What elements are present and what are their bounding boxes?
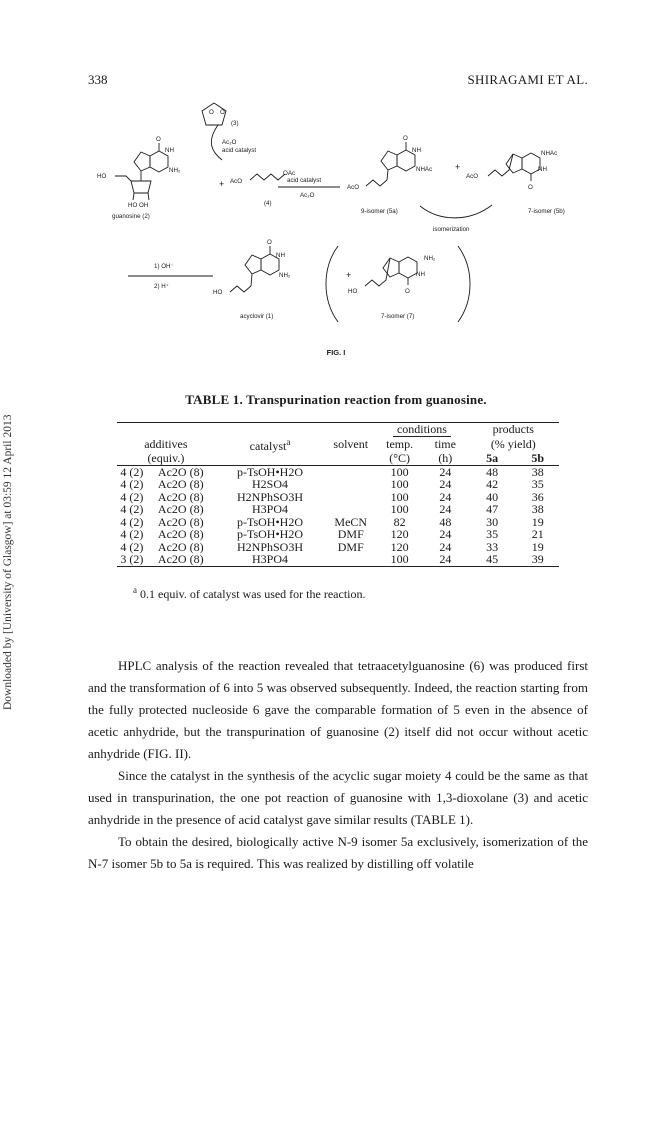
- table-cell: H2NPhSO3H: [236, 489, 303, 504]
- plus-sign-3: +: [346, 270, 352, 280]
- table-header-row-1: [117, 423, 559, 436]
- table-cell: 120: [390, 527, 409, 541]
- atom-oac: OAc: [283, 170, 296, 177]
- table-cell: 24: [439, 527, 452, 541]
- table-cell: 82: [393, 514, 406, 529]
- isomerization-arrow: [420, 205, 492, 218]
- table-cell: 4 (2): [120, 514, 144, 529]
- table-cell: H3PO4: [215, 553, 326, 566]
- table-cell: [325, 478, 376, 491]
- table-cell: 100: [376, 553, 423, 566]
- compound-2-label: guanosine (2): [112, 213, 150, 220]
- header-products: products: [492, 422, 534, 436]
- atom-nh-5a: NH: [412, 147, 421, 154]
- table-cell: DMF: [337, 539, 364, 554]
- table-row: [117, 503, 559, 516]
- atom-o-5a: O: [403, 135, 408, 142]
- table-cell: [325, 503, 376, 516]
- table-cell: p-TsOH•H2O: [236, 514, 304, 529]
- atom-o-7: O: [405, 288, 410, 295]
- table-cell: [325, 465, 376, 478]
- header-5b: 5b: [531, 451, 545, 465]
- guanosine-pyrimidine: [150, 151, 168, 172]
- arrow-top-label: acid catalyst: [287, 177, 322, 184]
- guanosine-ribose: [131, 181, 151, 193]
- atom-aco: AcO: [230, 178, 243, 185]
- table-cell: 24: [439, 477, 452, 491]
- figure-caption: FIG. I: [326, 348, 346, 357]
- curved-arrow-1: [211, 125, 222, 160]
- compound-1-label: acyclovir (1): [240, 313, 274, 320]
- table-cell: DMF: [337, 527, 364, 541]
- header-conditions: conditions: [393, 422, 451, 437]
- table-cell: 45: [468, 553, 517, 566]
- plus-sign-2: +: [455, 162, 461, 172]
- atom-aco-5a: AcO: [347, 184, 360, 191]
- table-cell: 39: [517, 553, 560, 566]
- atom-nh: NH: [165, 147, 174, 154]
- table-cell: 24: [439, 539, 452, 554]
- table-cell: H2SO4: [251, 477, 288, 491]
- table-cell: 35: [486, 527, 499, 541]
- table-cell: 24: [439, 502, 452, 516]
- isomerization-label: isomerization: [433, 226, 470, 233]
- table-cell: 36: [531, 489, 544, 504]
- table-cell: Ac2O (8): [157, 502, 204, 516]
- table-cell: 3 (2): [117, 553, 147, 566]
- table-header-row-2: [117, 436, 559, 453]
- reaction-scheme: [0, 0, 672, 360]
- table-row: [117, 528, 559, 541]
- table-cell: 4 (2): [120, 489, 144, 504]
- atom-nh-1: NH: [276, 252, 285, 259]
- header-solvent: solvent: [333, 436, 369, 451]
- compound-5b-label: 7-isomer (5b): [528, 208, 565, 215]
- table-cell: Ac2O (8): [157, 514, 204, 529]
- footnote-text: 0.1 equiv. of catalyst was used for the reaction.: [137, 587, 366, 601]
- dioxolane-label: (3): [231, 120, 239, 127]
- table-cell: p-TsOH•H2O: [215, 465, 326, 478]
- table-cell: [325, 491, 376, 504]
- header-temp: temp.: [386, 436, 414, 451]
- paragraph-1: HPLC analysis of the reaction revealed that tetraacetylguanosine (6) was produced first and the transformation of 6 into 5 was observed subsequently. Indeed, the reaction starting from the fully protected nucleoside 6 gave the comparable formation of 5 even in the absence of acetic anhydride, but the transpurination of guanosine (2) itself did not occur without acetic anhydride (FIG. II).: [88, 658, 588, 761]
- table-title: TABLE 1. Transpurination reaction from guanosine.: [185, 392, 487, 407]
- header-equiv: (equiv.): [147, 451, 185, 465]
- table-cell: [325, 553, 376, 566]
- download-watermark: [2, 414, 22, 1130]
- table-header-row-3: [117, 452, 559, 465]
- header-5a: 5a: [486, 451, 499, 465]
- table-cell: 19: [531, 514, 544, 529]
- isomer-7-final-pyrimidine: [399, 257, 417, 278]
- table-body: [117, 465, 559, 566]
- table-cell: 4 (2): [120, 527, 144, 541]
- table-cell: 24: [423, 553, 468, 566]
- table-cell: 42: [486, 477, 499, 491]
- header-additives: additives: [144, 436, 188, 451]
- table-cell: Ac2O (8): [157, 527, 204, 541]
- header-catalyst: catalyst$^a$: [249, 436, 291, 453]
- table-cell: 100: [390, 477, 409, 491]
- bracket-left: [326, 246, 338, 322]
- results-table: [117, 422, 559, 567]
- table-cell: Ac2O (8): [147, 553, 215, 566]
- table-cell: 4 (2): [120, 502, 144, 516]
- table-cell: 48: [468, 465, 517, 478]
- atom-nhac-5a: NHAc: [416, 166, 433, 173]
- atom-nh2-7: NH₂: [424, 255, 436, 262]
- atom-o-left: O: [209, 109, 214, 116]
- atom-o-5b: O: [528, 184, 533, 191]
- table-cell: Ac2O (8): [147, 465, 215, 478]
- table-cell: 24: [423, 465, 468, 478]
- atom-nh2: NH₂: [169, 167, 181, 174]
- header-time-unit: (h): [438, 451, 453, 465]
- compound-4-label: (4): [264, 200, 272, 207]
- atom-nh-7: NH: [416, 271, 425, 278]
- table-cell: 24: [439, 489, 452, 504]
- table-cell: p-TsOH•H2O: [236, 527, 304, 541]
- atom-aco-5b: AcO: [466, 173, 479, 180]
- table-cell: H3PO4: [251, 502, 288, 516]
- step-1-label: 1) OH⁻: [154, 263, 174, 270]
- header-temp-unit: (°C): [389, 451, 411, 465]
- atom-ho-1: HO: [213, 289, 223, 296]
- table-cell: 100: [390, 489, 409, 504]
- acyclic-chain-4: [250, 174, 285, 180]
- header-catalyst-footnote-mark: a: [286, 436, 291, 447]
- atom-ho-oh: HO OH: [128, 202, 149, 209]
- step-2-label: 2) H⁺: [154, 283, 169, 290]
- table-footnote: [133, 585, 365, 602]
- table-cell: 4 (2): [117, 465, 147, 478]
- atom-o: O: [156, 136, 161, 143]
- table-cell: 30: [486, 514, 499, 529]
- table-cell: 4 (2): [120, 477, 144, 491]
- table-cell: 40: [486, 489, 499, 504]
- table-cell: 19: [531, 539, 544, 554]
- table-cell: 21: [531, 527, 544, 541]
- table-cell: MeCN: [334, 514, 368, 529]
- paragraph-2: Since the catalyst in the synthesis of the acyclic sugar moiety 4 could be the same as that used in transpurination, the one pot reaction of guanosine with 1,3-dioxolane (3) and acetic anhydride in the presence of acid catalyst gave similar results (TABLE 1).: [88, 768, 588, 827]
- table-cell: 4 (2): [120, 539, 144, 554]
- table-cell: 120: [390, 539, 409, 554]
- table-cell: 100: [390, 502, 409, 516]
- atom-nh-5b: NH: [538, 166, 547, 173]
- page-number: 338: [88, 72, 108, 87]
- table-row: [117, 553, 559, 566]
- table-cell: Ac2O (8): [157, 489, 204, 504]
- table-row: [117, 478, 559, 491]
- compound-7-label: 7-isomer (7): [381, 313, 415, 320]
- guanosine-imidazole: [134, 152, 150, 171]
- table-cell: H2NPhSO3H: [236, 539, 303, 554]
- reagent-acid-catalyst: acid catalyst: [222, 147, 257, 154]
- reagent-ac2o: Ac₂O: [222, 139, 237, 146]
- atom-o-right: O: [220, 109, 225, 116]
- table-cell: 38: [531, 502, 544, 516]
- table-cell: 100: [376, 465, 423, 478]
- atom-ho-7: HO: [348, 288, 358, 295]
- atom-nh2-1: NH₂: [279, 272, 291, 279]
- arrow-bottom-label: Ac₂O: [300, 192, 315, 199]
- table-cell: 35: [531, 477, 544, 491]
- footnote-mark: a: [133, 585, 137, 595]
- download-watermark-text: Downloaded by [University of Glasgow] at 03:59 12 April 2013: [2, 414, 14, 710]
- header-yield: (% yield): [490, 436, 536, 451]
- body-text: [88, 655, 588, 875]
- running-head: SHIRAGAMI ET AL.: [467, 72, 588, 87]
- plus-sign: +: [219, 179, 225, 189]
- table-cell: Ac2O (8): [157, 477, 204, 491]
- table-cell: 47: [486, 502, 499, 516]
- compound-5a-label: 9-isomer (5a): [361, 208, 398, 215]
- atom-o-1: O: [267, 239, 272, 246]
- header-time: time: [434, 436, 456, 451]
- atom-nhac-5b: NHAc: [541, 150, 558, 157]
- table-cell: 48: [439, 514, 452, 529]
- bracket-right: [458, 246, 470, 322]
- table-cell: 38: [517, 465, 560, 478]
- table-cell: Ac2O (8): [157, 539, 204, 554]
- table-cell: 33: [486, 539, 499, 554]
- paragraph-3: To obtain the desired, biologically active N-9 isomer 5a exclusively, isomerization of the N-7 isomer 5b to 5a is required. This was realized by distilling off volatile: [88, 834, 588, 871]
- atom-ho: HO: [97, 173, 107, 180]
